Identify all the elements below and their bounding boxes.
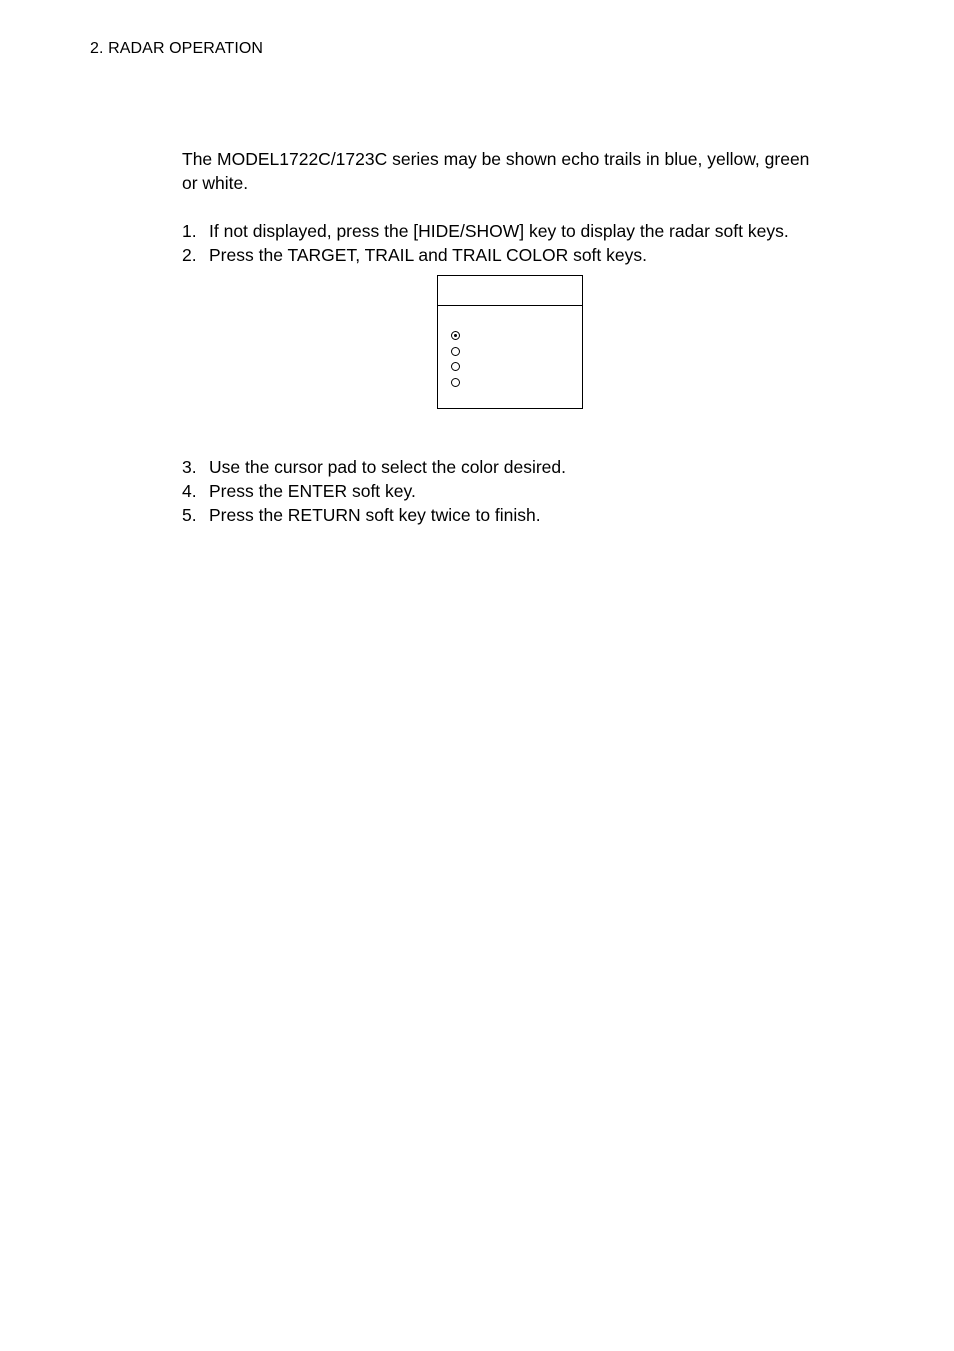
intro-paragraph: The MODEL1722C/1723C series may be shown echo trails in blue, yellow, green or white. <box>182 149 810 193</box>
step-number: 1. <box>182 221 197 241</box>
step-item <box>182 479 842 503</box>
step-item <box>182 219 842 243</box>
step-text: Use the cursor pad to select the color desired. <box>209 457 566 477</box>
step-item <box>182 503 842 527</box>
step-text: If not displayed, press the [HIDE/SHOW] key to display the radar soft keys. <box>209 221 789 241</box>
color-option[interactable] <box>451 344 468 360</box>
menu-title <box>438 276 582 306</box>
step-number: 4. <box>182 481 197 501</box>
procedure-steps-second <box>182 455 842 527</box>
radio-icon <box>451 347 460 356</box>
radio-selected-icon <box>451 331 460 340</box>
step-number: 5. <box>182 505 197 525</box>
step-text: Press the ENTER soft key. <box>209 481 416 501</box>
color-options-list <box>451 328 468 390</box>
color-option[interactable] <box>451 328 468 344</box>
page-header: 2. RADAR OPERATION <box>90 40 264 57</box>
radio-icon <box>451 362 460 371</box>
color-option[interactable] <box>451 359 468 375</box>
step-item <box>182 455 842 479</box>
step-text: Press the TARGET, TRAIL and TRAIL COLOR soft keys. <box>209 245 647 265</box>
color-option[interactable] <box>451 375 468 391</box>
radio-icon <box>451 378 460 387</box>
step-number: 3. <box>182 457 197 477</box>
step-number: 2. <box>182 245 197 265</box>
procedure-steps-first <box>182 219 842 267</box>
trail-color-menu-figure <box>437 275 583 409</box>
step-text: Press the RETURN soft key twice to finish. <box>209 505 541 525</box>
step-item <box>182 243 842 267</box>
